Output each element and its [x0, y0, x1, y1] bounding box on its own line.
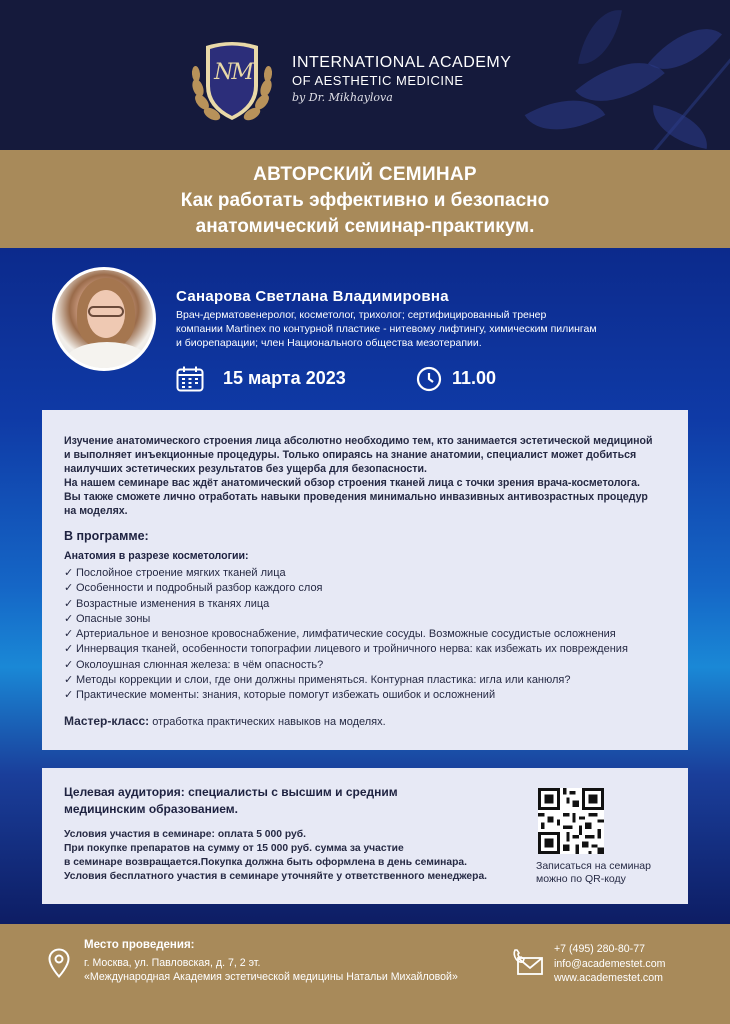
qr-caption-line: Записаться на семинар [536, 860, 651, 872]
check-icon: ✓ [64, 689, 74, 702]
calendar-icon [176, 366, 204, 392]
location-pin-icon [48, 948, 70, 978]
qr-caption [536, 860, 686, 886]
program-heading: В программе: [64, 529, 149, 543]
list-item [64, 658, 684, 673]
academy-line-1: INTERNATIONAL ACADEMY [292, 54, 512, 71]
check-icon: ✓ [64, 612, 74, 625]
condition-line: Условия участия в семинаре: оплата 5 000 руб. [64, 829, 306, 840]
condition-line: Условия бесплатного участия в семинаре уточняйте у ответственного менеджера. [64, 871, 488, 882]
list-item [64, 673, 684, 688]
intro-line: Вы также сможете лично отработать навыки проведения минимально инвазивных антивозрастных процедур [64, 491, 648, 503]
clock-icon [416, 366, 442, 392]
contact-email[interactable]: info@academestet.com [554, 957, 666, 970]
qr-code-icon[interactable] [538, 788, 604, 854]
intro-line: и выполняет инъекционные процедуры. Только опираясь на знание анатомии, специалист может добиться [64, 449, 637, 461]
check-icon: ✓ [64, 658, 74, 671]
list-item-text: Артериальное и венозное кровоснабжение, лимфатические сосуды. Возможные сосудистые осложнения [76, 628, 616, 641]
event-time: 11.00 [452, 368, 497, 388]
qr-caption-line: можно по QR-коду [536, 873, 626, 885]
list-item-text: Околоушная слюнная железа: в чём опасность? [76, 658, 324, 671]
venue [84, 938, 504, 984]
venue-heading: Место проведения: [84, 939, 195, 951]
list-item-text: Иннервация тканей, особенности топографии лицевого и тройничного нерва: как избежать их повреждения [76, 643, 628, 656]
audience-line: Целевая аудитория: специалисты с высшим и средним [64, 785, 398, 799]
speaker-name: Санарова Светлана Владимировна [176, 288, 449, 305]
list-item-text: Возрастные изменения в тканях лица [76, 597, 270, 610]
seminar-title-line-1: Как работать эффективно и безопасно [180, 190, 550, 211]
program-intro [64, 434, 674, 518]
speaker-bio-line: и биорепарации; член Национального общества мезотерапии. [176, 337, 482, 349]
venue-name: «Международная Академия эстетической медицины Натальи Михайловой» [84, 971, 458, 983]
phone-mail-icon [512, 946, 544, 978]
list-item-text: Послойное строение мягких тканей лица [76, 567, 286, 579]
check-icon: ✓ [64, 567, 74, 579]
event-datetime [176, 366, 596, 394]
check-icon: ✓ [64, 582, 74, 595]
seminar-title-line-2: анатомический семинар-практикум. [195, 216, 535, 237]
participation-conditions [64, 828, 534, 884]
leaf-decoration [648, 105, 713, 149]
condition-line: При покупке препаратов на сумму от 15 000 руб. сумма за участие [64, 843, 404, 854]
condition-line: в семинаре возвращается.Покупка должна быть оформлена в день семинара. [64, 857, 467, 868]
list-item [64, 627, 684, 642]
masterclass-text: отработка практических навыков на моделях. [149, 716, 386, 728]
contacts [554, 942, 665, 986]
speaker-bio-line: Врач-дерматовенеролог, косметолог, трихолог; сертифицированный тренер [176, 309, 547, 321]
academy-line-2: OF AESTHETIC MEDICINE [292, 73, 464, 88]
venue-address: г. Москва, ул. Павловская, д. 7, 2 эт. [84, 957, 261, 969]
check-icon: ✓ [64, 674, 74, 687]
academy-line-3: by Dr. Mikhaylova [292, 91, 393, 104]
footer [0, 924, 730, 1024]
masterclass [64, 714, 386, 728]
list-item [64, 581, 684, 596]
program-subheading: Анатомия в разрезе косметологии: [64, 550, 249, 562]
speaker-bio [176, 308, 676, 350]
list-item [64, 566, 684, 581]
contact-website[interactable]: www.academestet.com [554, 972, 663, 985]
list-item [64, 597, 684, 612]
audience-panel [42, 768, 688, 904]
intro-line: Изучение анатомического строения лица абсолютно необходимо тем, кто занимается эстетической медициной [64, 435, 653, 447]
header [0, 0, 730, 150]
list-item-text: Особенности и подробный разбор каждого слоя [76, 582, 323, 595]
list-item-text: Опасные зоны [76, 612, 151, 625]
seminar-kicker: АВТОРСКИЙ СЕМИНАР [253, 164, 477, 185]
program-list [64, 566, 684, 704]
target-audience [64, 784, 504, 818]
intro-line: на моделях. [64, 505, 128, 517]
intro-line: наилучших эстетических результатов без ущерба для безопасности. [64, 463, 427, 475]
list-item [64, 688, 684, 703]
list-item [64, 642, 684, 657]
list-item [64, 612, 684, 627]
audience-line: медицинским образованием. [64, 802, 238, 816]
check-icon: ✓ [64, 643, 74, 656]
speaker-photo [52, 267, 156, 371]
speaker-info [176, 288, 676, 350]
contact-phone[interactable]: +7 (495) 280-80-77 [554, 943, 645, 955]
event-date: 15 марта 2023 [223, 368, 346, 388]
program-panel [42, 410, 688, 750]
speaker-bio-line: компании Martinex по контурной пластике - нитевому лифтингу, химическим пилингам [176, 323, 597, 335]
intro-line: На нашем семинаре вас ждёт анатомический обзор строения тканей лица с точки зрения врача-косметолога. [64, 477, 641, 489]
academy-name [292, 54, 511, 106]
list-item-text: Практические моменты: знания, которые помогут избежать ошибок и осложнений [76, 689, 496, 702]
check-icon: ✓ [64, 628, 74, 641]
masterclass-label: Мастер-класс: [64, 714, 150, 728]
logo-monogram: NM [214, 60, 252, 85]
check-icon: ✓ [64, 597, 74, 610]
list-item-text: Методы коррекции и слои, где они должны применяться. Контурная пластика: игла или канюля? [76, 674, 571, 687]
seminar-title-band [0, 150, 730, 248]
leaf-decoration [578, 5, 622, 70]
